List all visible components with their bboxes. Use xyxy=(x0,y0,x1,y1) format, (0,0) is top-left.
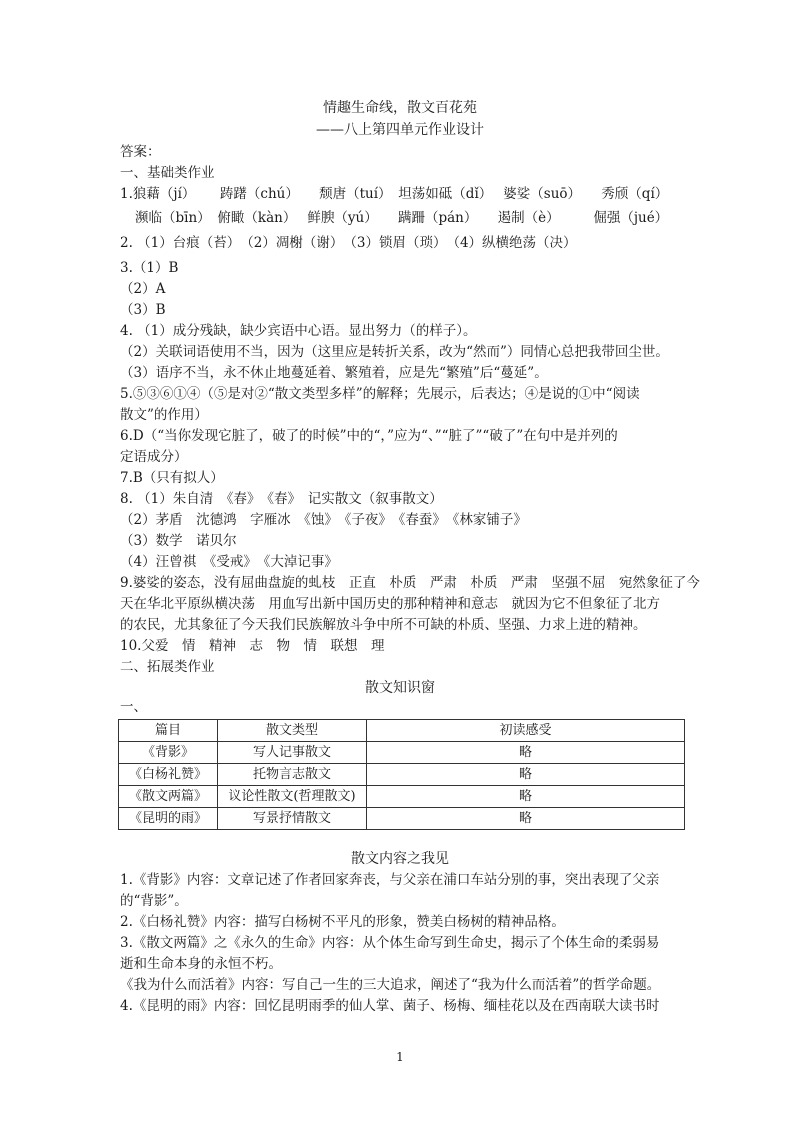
q6-line1: 6.D（“当你发现它脏了，破了的时候”中的“，”应为“、”“脏了”“破了”在句中是并列的 xyxy=(120,428,618,444)
knowledge-window-title: 散文知识窗 xyxy=(365,680,435,696)
table-cell: 略 xyxy=(367,764,685,786)
document-subtitle: ——八上第四单元作业设计 xyxy=(316,122,484,138)
opinion-title: 散文内容之我见 xyxy=(351,851,449,867)
page-number: 1 xyxy=(396,1050,404,1064)
q8-line2: （2）茅盾 沈德鸿 字雁冰 《蚀》 《子夜》 《春蚕》 《林家铺子》 xyxy=(120,512,527,528)
q9-line3: 的农民，尤其象征了今天我们民族解放斗争中所不可缺的朴质、坚强、力求上进的精神。 xyxy=(120,617,647,633)
q5-line1: 5.⑤③⑥①④（⑤是对②“散文类型多样”的解释；先展示，后表达；④是说的①中“阅读 xyxy=(120,386,640,402)
table-header-cell: 篇目 xyxy=(119,720,218,742)
q4-line1: 4. （1）成分残缺，缺少宾语中心语。显出努力（的样子）。 xyxy=(120,323,477,339)
opinion-1-line2: 的“背影”。 xyxy=(120,893,188,909)
q3-line1: 3.（1）B xyxy=(120,260,179,276)
table-cell: 《背影》 xyxy=(119,742,218,764)
document-title: 情趣生命线，散文百花苑 xyxy=(323,100,477,116)
table-header-cell: 散文类型 xyxy=(218,720,367,742)
answer-label: 答案： xyxy=(120,144,161,160)
q5-line2: 散文”的作用） xyxy=(120,407,208,423)
table-row xyxy=(119,808,685,830)
table-header-cell: 初读感受 xyxy=(367,720,685,742)
q1-line1: 1.狼藉（jí） 踌躇（chú） 颓唐（tuí） 坦荡如砥（dǐ） 婆娑（suō） 秀颀（qí） xyxy=(120,186,669,202)
q10-line: 10.父爱 情 精神 志 物 情 联想 理 xyxy=(120,638,385,654)
table-cell: 略 xyxy=(367,742,685,764)
opinion-3-line1: 3.《散文两篇》之《永久的生命》内容：从个体生命写到生命史，揭示了个体生命的柔弱易 xyxy=(120,935,660,951)
q1-line2: 濒临（bīn） 俯瞰（kàn） 鲜腴（yú） 蹒跚（pán） 遏制（è） 倔强（jué） xyxy=(135,210,669,226)
q4-line2: （2）关联词语使用不当，因为（这里应是转折关系，改为“然而”）同情心总把我带回尘世。 xyxy=(120,344,669,360)
table-cell: 略 xyxy=(367,786,685,808)
opinion-3-line3: 《我为什么而活着》内容：写自己一生的三大追求，阐述了“我为什么而活着”的哲学命题。 xyxy=(120,977,661,993)
q8-line1: 8. （1）朱自清 《春》 《春》 记实散文（叙事散文） xyxy=(120,491,443,507)
q9-line1: 9.婆娑的姿态，没有屈曲盘旋的虬枝 正直 朴质 严肃 朴质 严肃 坚强不屈 宛然象征了今 xyxy=(120,575,700,591)
q6-line2: 定语成分） xyxy=(120,449,188,465)
q4-line3: （3）语序不当，永不休止地蔓延着、繁殖着，应是先“繁殖”后“蔓延”。 xyxy=(120,365,548,381)
q8-line3: （3）数学 诺贝尔 xyxy=(120,533,237,549)
section2-heading: 二、拓展类作业 xyxy=(120,659,215,675)
q3-line2: （2）A xyxy=(120,281,166,297)
table-cell: 《白杨礼赞》 xyxy=(119,764,218,786)
opinion-4-line1: 4.《昆明的雨》内容：回忆昆明雨季的仙人掌、菌子、杨梅、缅桂花以及在西南联大读书时 xyxy=(120,998,660,1014)
opinion-3-line2: 逝和生命本身的永恒不朽。 xyxy=(120,956,282,972)
q8-line4: （4）汪曾祺 《受戒》 《大淖记事》 xyxy=(120,554,338,570)
q3-line3: （3）B xyxy=(120,302,166,318)
opinion-2-line: 2.《白杨礼赞》内容：描写白杨树不平凡的形象，赞美白杨树的精神品格。 xyxy=(120,914,565,930)
q9-line2: 天在华北平原纵横决荡 用血写出新中国历史的那种精神和意志 就因为它不但象征了北方 xyxy=(120,596,660,612)
opinion-1-line1: 1.《背影》内容：文章记述了作者回家奔丧，与父亲在浦口车站分别的事，突出表现了父亲 xyxy=(120,872,660,888)
table-row xyxy=(119,764,685,786)
table-cell: 托物言志散文 xyxy=(218,764,367,786)
q2-line: 2. （1）台痕（苔） （2）凋榭（谢） （3）锁眉（琐） （4）纵横绝荡（决） xyxy=(120,235,577,251)
table-cell: 《昆明的雨》 xyxy=(119,808,218,830)
table-cell: 写景抒情散文 xyxy=(218,808,367,830)
table-cell: 《散文两篇》 xyxy=(119,786,218,808)
table-cell: 写人记事散文 xyxy=(218,742,367,764)
section1-heading: 一、基础类作业 xyxy=(120,165,215,181)
table-row xyxy=(119,742,685,764)
table-header-row xyxy=(119,720,685,742)
table-row xyxy=(119,786,685,808)
essay-type-table xyxy=(118,719,685,830)
table-sub-label: 一、 xyxy=(120,699,147,715)
table-cell: 议论性散文(哲理散文) xyxy=(218,786,367,808)
table-cell: 略 xyxy=(367,808,685,830)
q7-line: 7.B（只有拟人） xyxy=(120,470,224,486)
